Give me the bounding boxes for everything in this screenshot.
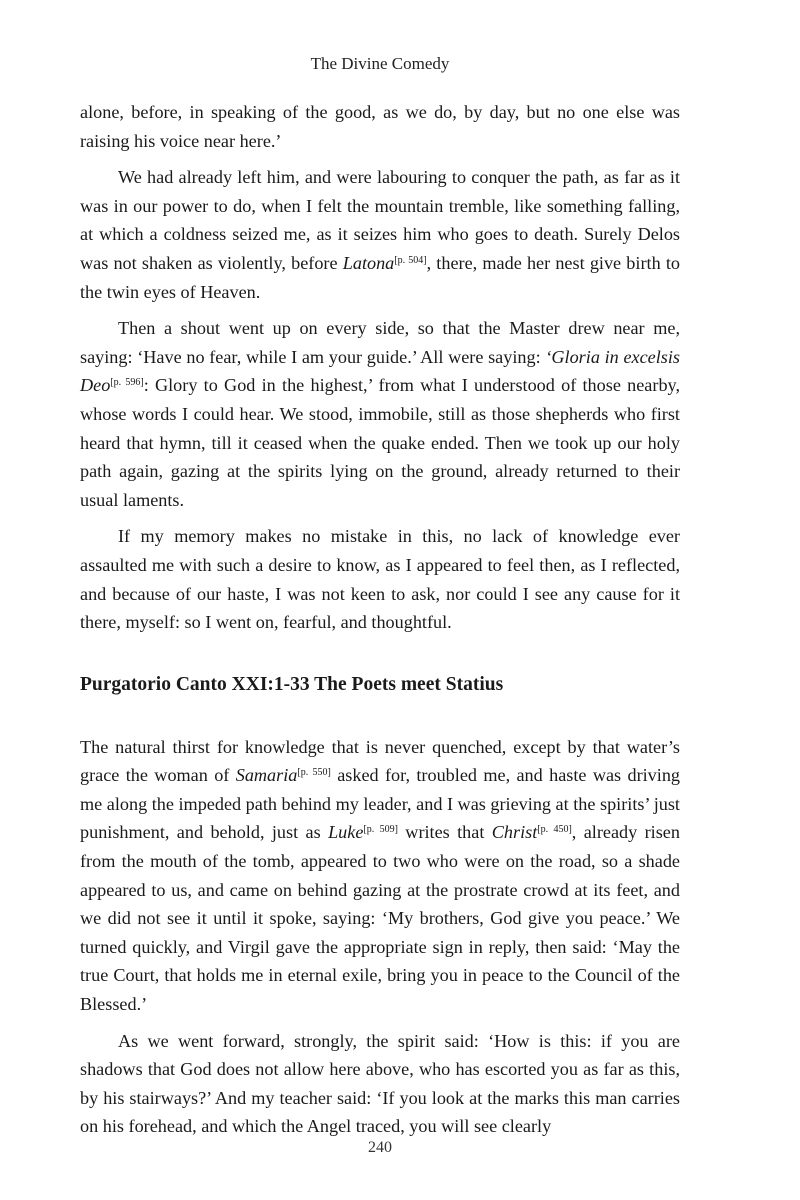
page-number: 240 bbox=[368, 1139, 392, 1156]
paragraph-text: The natural thirst for knowledge that is never quenched, except by that water’s grace the woman of bbox=[80, 736, 680, 786]
paragraph-text: As we went forward, strongly, the spirit said: ‘How is this: if you are shadows that God does not allow here above, who has escorted you as far as this, by his stairways?’ And my teacher said: ‘If you look at the marks this man carries on his forehead, and which the Angel traced, you will see clearly bbox=[80, 1030, 680, 1137]
samaria-link[interactable]: Samaria bbox=[235, 765, 298, 786]
luke-page-ref[interactable]: [p. 509] bbox=[363, 824, 398, 836]
christ-page-ref[interactable]: [p. 450] bbox=[537, 824, 572, 836]
luke-link[interactable]: Luke bbox=[328, 822, 364, 843]
latona-link[interactable]: Latona bbox=[342, 252, 395, 273]
paragraph-text: writes that bbox=[397, 822, 492, 843]
paragraph-text: , already risen from the mouth of the tomb, appeared to two who were on the road, so a shade appeared to us, and came on behind gazing at the prostrate crowd at its feet, and we did not see it until it spoke, saying: ‘My brothers, God give you peace.’ We turned quickly, and Virgil gave the appropriate sign in reply, then said: ‘May the true Court, that holds me in eternal exile, bring you in peace to the Council of the Blessed.’ bbox=[80, 822, 680, 1015]
running-head: The Divine Comedy bbox=[310, 54, 450, 73]
paragraph-spirit-speaks bbox=[80, 1027, 680, 1141]
gloria-link[interactable]: ‘Gloria in excelsis Deo bbox=[80, 346, 680, 396]
paragraph-continuation bbox=[80, 98, 680, 155]
paragraph-text: If my memory makes no mistake in this, no lack of knowledge ever assaulted me with such a desire to know, as I appeared to feel then, as I reflected, and because of our haste, I was not keen to ask, nor could I see any cause for it there, myself: so I went on, fearful, and thoughtful. bbox=[80, 526, 680, 633]
paragraph-text: We had already left him, and were labouring to conquer the path, as far as it was in our power to do, when I felt the mountain tremble, like something falling, at which a coldness seized me, as it seizes him who goes to death. Surely Delos was not shaken as violently, before bbox=[80, 167, 680, 273]
section-heading: Purgatorio Canto XXI:1-33 The Poets meet Statius bbox=[80, 673, 504, 695]
gloria-page-ref[interactable]: [p. 596] bbox=[110, 377, 144, 389]
paragraph-mountain-tremble bbox=[80, 163, 680, 306]
paragraph-gloria bbox=[80, 314, 680, 514]
book-page bbox=[80, 0, 680, 1200]
latona-page-ref[interactable]: [p. 504] bbox=[394, 254, 427, 266]
paragraph-text: , there, made her nest give birth to the twin eyes of Heaven. bbox=[80, 252, 680, 302]
body-text bbox=[80, 98, 680, 1149]
christ-link[interactable]: Christ bbox=[491, 822, 538, 843]
paragraph-text: asked for, troubled me, and haste was driving me along the impeded path behind my leader, and I was grieving at the spirits’ just punishment, and behold, just as bbox=[80, 765, 681, 843]
samaria-page-ref[interactable]: [p. 550] bbox=[297, 767, 331, 779]
paragraph-text: : Glory to God in the highest,’ from what I understood of those nearby, whose words I could hear. We stood, immobile, still as those shepherds who first heard that hymn, till it ceased when the quake ended. Then we took up our holy path again, gazing at the spirits lying on the ground, already returned to their usual laments. bbox=[80, 375, 680, 510]
paragraph-text: Then a shout went up on every side, so that the Master drew near me, saying: ‘Have no fear, while I am your guide.’ All were saying: bbox=[80, 318, 680, 367]
paragraph-natural-thirst bbox=[80, 733, 680, 1019]
paragraph-text: alone, before, in speaking of the good, as we do, by day, but no one else was raising his voice near here.’ bbox=[80, 102, 680, 151]
paragraph-memory bbox=[80, 522, 680, 636]
